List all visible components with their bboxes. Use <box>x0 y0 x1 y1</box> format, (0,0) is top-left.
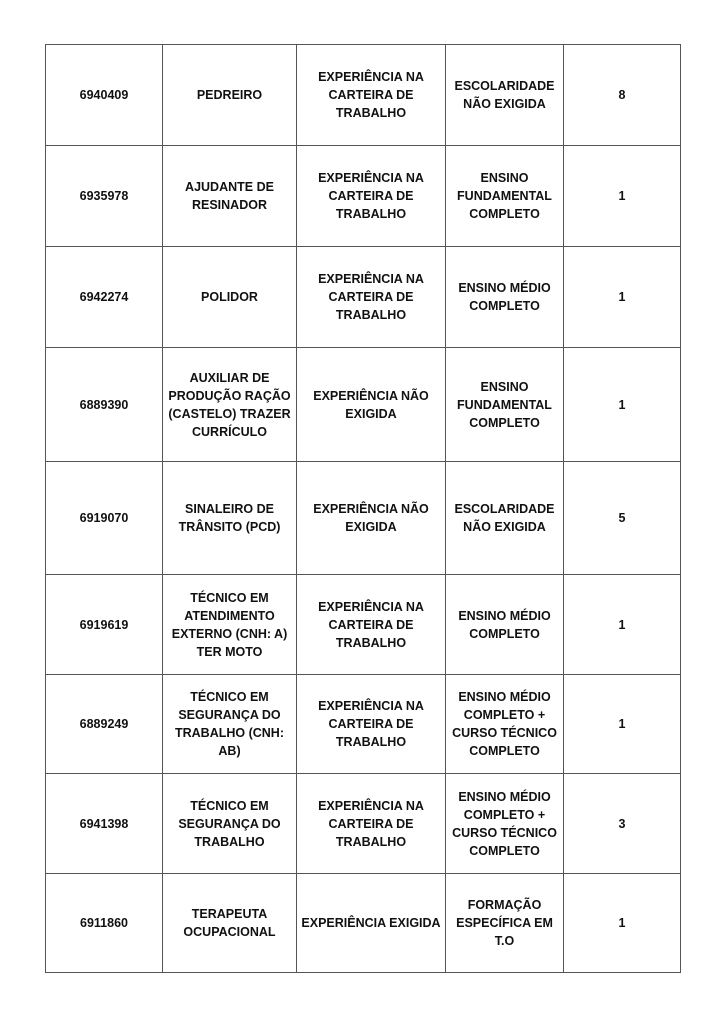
education-requirement: ENSINO MÉDIO COMPLETO + CURSO TÉCNICO COMPLETO <box>446 774 564 874</box>
job-title: PEDREIRO <box>163 45 297 146</box>
table-row <box>46 45 681 146</box>
education-requirement: ENSINO FUNDAMENTAL COMPLETO <box>446 348 564 462</box>
job-vacancies-table <box>45 44 681 973</box>
education-requirement: ESCOLARIDADE NÃO EXIGIDA <box>446 45 564 146</box>
table-row <box>46 247 681 348</box>
vacancy-count: 1 <box>564 675 681 774</box>
vacancy-code: 6889390 <box>46 348 163 462</box>
table-row <box>46 874 681 973</box>
experience-requirement: EXPERIÊNCIA NA CARTEIRA DE TRABALHO <box>297 45 446 146</box>
education-requirement: ESCOLARIDADE NÃO EXIGIDA <box>446 462 564 575</box>
job-title: TÉCNICO EM ATENDIMENTO EXTERNO (CNH: A) TER MOTO <box>163 575 297 675</box>
vacancy-count: 5 <box>564 462 681 575</box>
job-title: TERAPEUTA OCUPACIONAL <box>163 874 297 973</box>
experience-requirement: EXPERIÊNCIA NÃO EXIGIDA <box>297 348 446 462</box>
table-row <box>46 348 681 462</box>
job-title: POLIDOR <box>163 247 297 348</box>
vacancy-code: 6911860 <box>46 874 163 973</box>
vacancy-count: 1 <box>564 247 681 348</box>
table-row <box>46 146 681 247</box>
job-title: TÉCNICO EM SEGURANÇA DO TRABALHO <box>163 774 297 874</box>
job-title: AJUDANTE DE RESINADOR <box>163 146 297 247</box>
vacancy-code: 6941398 <box>46 774 163 874</box>
vacancy-code: 6940409 <box>46 45 163 146</box>
vacancy-count: 1 <box>564 575 681 675</box>
experience-requirement: EXPERIÊNCIA NA CARTEIRA DE TRABALHO <box>297 575 446 675</box>
job-title: AUXILIAR DE PRODUÇÃO RAÇÃO (CASTELO) TRAZER CURRÍCULO <box>163 348 297 462</box>
education-requirement: ENSINO MÉDIO COMPLETO <box>446 247 564 348</box>
experience-requirement: EXPERIÊNCIA NÃO EXIGIDA <box>297 462 446 575</box>
education-requirement: ENSINO FUNDAMENTAL COMPLETO <box>446 146 564 247</box>
experience-requirement: EXPERIÊNCIA EXIGIDA <box>297 874 446 973</box>
education-requirement: FORMAÇÃO ESPECÍFICA EM T.O <box>446 874 564 973</box>
vacancy-code: 6919619 <box>46 575 163 675</box>
education-requirement: ENSINO MÉDIO COMPLETO + CURSO TÉCNICO COMPLETO <box>446 675 564 774</box>
vacancy-count: 1 <box>564 874 681 973</box>
vacancy-count: 1 <box>564 146 681 247</box>
vacancy-count: 3 <box>564 774 681 874</box>
experience-requirement: EXPERIÊNCIA NA CARTEIRA DE TRABALHO <box>297 247 446 348</box>
vacancy-count: 8 <box>564 45 681 146</box>
vacancy-code: 6942274 <box>46 247 163 348</box>
table-row <box>46 462 681 575</box>
experience-requirement: EXPERIÊNCIA NA CARTEIRA DE TRABALHO <box>297 146 446 247</box>
experience-requirement: EXPERIÊNCIA NA CARTEIRA DE TRABALHO <box>297 675 446 774</box>
table-row <box>46 774 681 874</box>
job-title: TÉCNICO EM SEGURANÇA DO TRABALHO (CNH: AB) <box>163 675 297 774</box>
vacancy-code: 6935978 <box>46 146 163 247</box>
education-requirement: ENSINO MÉDIO COMPLETO <box>446 575 564 675</box>
job-title: SINALEIRO DE TRÂNSITO (PCD) <box>163 462 297 575</box>
vacancy-code: 6919070 <box>46 462 163 575</box>
vacancy-code: 6889249 <box>46 675 163 774</box>
vacancy-count: 1 <box>564 348 681 462</box>
experience-requirement: EXPERIÊNCIA NA CARTEIRA DE TRABALHO <box>297 774 446 874</box>
table-row <box>46 575 681 675</box>
table-row <box>46 675 681 774</box>
